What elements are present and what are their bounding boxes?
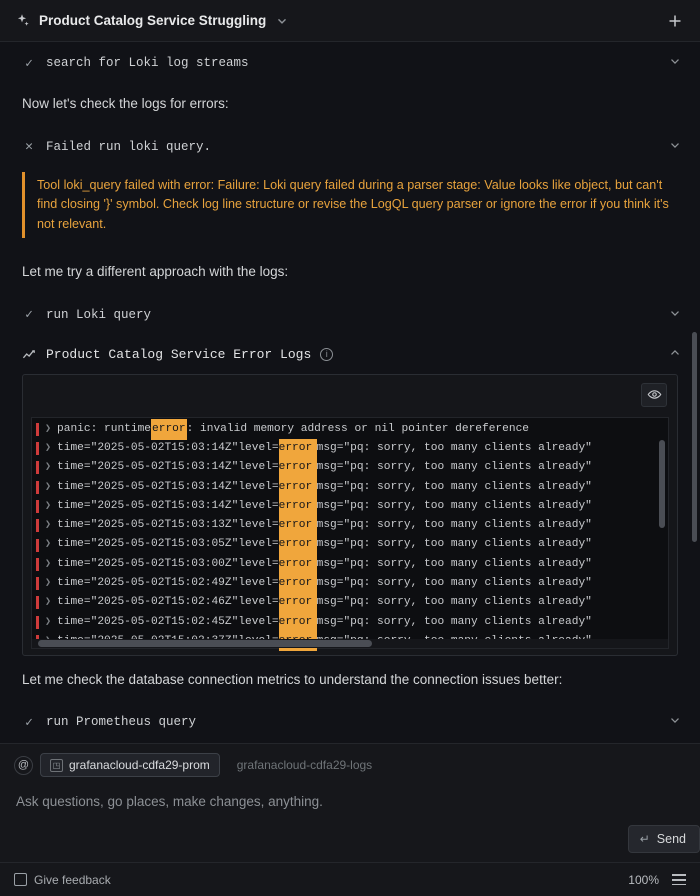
severity-bar: [36, 481, 39, 494]
log-horizontal-scrollbar-track[interactable]: [32, 639, 668, 648]
assistant-paragraph-2: Let me try a different approach with the logs:: [22, 264, 289, 280]
check-icon: ✓: [25, 714, 33, 730]
severity-bar: [36, 539, 39, 552]
log-level-label: level=: [238, 441, 279, 454]
zoom-level[interactable]: 100%: [628, 872, 659, 887]
expand-arrow-icon[interactable]: ❯: [45, 462, 52, 474]
log-time: time="2025-05-02T15:03:05Z": [57, 538, 239, 551]
eye-icon[interactable]: [641, 383, 667, 407]
database-icon: ◳: [50, 759, 63, 772]
expand-arrow-icon[interactable]: ❯: [45, 539, 52, 551]
log-line: [32, 439, 668, 458]
step-label: search for Loki log streams: [46, 56, 249, 70]
chevron-down-icon[interactable]: [668, 54, 682, 72]
log-message: msg="pq: sorry, too many clients already": [316, 615, 592, 628]
error-callout: [22, 172, 678, 239]
log-level-label: level=: [238, 538, 279, 551]
check-icon: ✓: [25, 55, 33, 71]
step-failed-loki-query[interactable]: [16, 126, 684, 168]
scrollbar-thumb[interactable]: [692, 332, 697, 542]
expand-arrow-icon[interactable]: ❯: [45, 442, 52, 454]
enter-key-icon: ↵: [639, 832, 650, 847]
step-label: Failed run loki query.: [46, 139, 212, 154]
chip-label: grafanacloud-cdfa29-logs: [236, 758, 373, 773]
step-label: run Prometheus query: [46, 715, 197, 730]
expand-arrow-icon[interactable]: ❯: [45, 520, 52, 532]
log-message: msg="pq: sorry, too many clients already": [316, 480, 592, 493]
log-text-suffix: : invalid memory address or nil pointer dereference: [186, 422, 530, 435]
expand-arrow-icon[interactable]: ❯: [45, 500, 52, 512]
window-header: [0, 0, 700, 42]
log-message: msg="pq: sorry, too many clients already": [316, 519, 592, 532]
chevron-down-icon[interactable]: [668, 306, 682, 324]
log-horizontal-scrollbar[interactable]: [38, 640, 372, 647]
log-level-label: level=: [238, 519, 279, 532]
log-message: msg="pq: sorry, too many clients already": [316, 596, 592, 609]
datasource-chip-prom[interactable]: [40, 753, 220, 777]
log-line: [32, 420, 668, 439]
message-input[interactable]: Ask questions, go places, make changes, anything.: [16, 794, 323, 810]
log-message: msg="pq: sorry, too many clients already": [316, 557, 592, 570]
hamburger-icon[interactable]: [672, 874, 686, 885]
composer: [0, 743, 700, 862]
log-time: time="2025-05-02T15:03:14Z": [57, 499, 239, 512]
severity-bar: [36, 461, 39, 474]
severity-bar: [36, 442, 39, 455]
log-level: error: [279, 439, 317, 458]
step-run-prometheus-query[interactable]: [16, 701, 684, 743]
sparkle-icon: [14, 13, 30, 29]
log-level-label: level=: [238, 577, 279, 590]
datasource-chip-logs[interactable]: [227, 753, 382, 777]
log-line: [32, 535, 668, 554]
step-search-loki-streams[interactable]: [16, 42, 684, 84]
chevron-down-icon[interactable]: [668, 138, 682, 156]
log-time: time="2025-05-02T15:03:13Z": [57, 519, 239, 532]
log-text-prefix: panic: runtime: [57, 422, 152, 435]
chevron-down-icon[interactable]: [275, 14, 289, 28]
log-time: time="2025-05-02T15:03:14Z": [57, 480, 239, 493]
severity-bar: [36, 596, 39, 609]
datasource-chips: [14, 753, 686, 777]
log-level-label: level=: [238, 499, 279, 512]
log-highlight: error: [151, 419, 187, 440]
log-level: error: [279, 535, 317, 554]
log-time: time="2025-05-02T15:03:00Z": [57, 557, 239, 570]
speech-bubble-icon: [14, 873, 27, 886]
log-level-label: level=: [238, 557, 279, 570]
chevron-down-icon[interactable]: [668, 713, 682, 731]
log-time: time="2025-05-02T15:03:14Z": [57, 441, 239, 454]
log-line: [32, 516, 668, 535]
log-lines: [32, 418, 668, 652]
log-viewer[interactable]: [31, 417, 669, 649]
page-title: Product Catalog Service Struggling: [39, 13, 267, 28]
expand-arrow-icon[interactable]: ❯: [45, 616, 52, 628]
check-icon: ✓: [25, 307, 33, 323]
log-level: error: [279, 574, 317, 593]
log-message: msg="pq: sorry, too many clients already": [316, 441, 592, 454]
log-level: error: [279, 555, 317, 574]
severity-bar: [36, 423, 39, 436]
log-line: [32, 613, 668, 632]
log-time: time="2025-05-02T15:02:49Z": [57, 577, 239, 590]
log-time: time="2025-05-02T15:03:14Z": [57, 461, 239, 474]
status-bar-right: [628, 873, 686, 887]
expand-arrow-icon[interactable]: ❯: [45, 558, 52, 570]
log-line: [32, 574, 668, 593]
expand-arrow-icon[interactable]: ❯: [45, 423, 52, 435]
log-level: error: [279, 593, 317, 612]
log-level-label: level=: [238, 480, 279, 493]
log-level: error: [279, 458, 317, 477]
severity-bar: [36, 616, 39, 629]
step-label: run Loki query: [46, 307, 152, 322]
close-icon: ✕: [25, 139, 33, 155]
severity-bar: [36, 577, 39, 590]
expand-arrow-icon[interactable]: ❯: [45, 481, 52, 493]
assistant-paragraph-1: Now let's check the logs for errors:: [22, 96, 229, 111]
log-line: [32, 497, 668, 516]
log-line: [32, 593, 668, 612]
log-level: error: [279, 497, 317, 516]
log-level-label: level=: [238, 596, 279, 609]
severity-bar: [36, 500, 39, 513]
log-line: [32, 478, 668, 497]
send-label: Send: [656, 832, 686, 847]
chart-line-icon: [22, 347, 37, 362]
log-message: msg="pq: sorry, too many clients already": [316, 538, 592, 551]
log-message: msg="pq: sorry, too many clients already": [316, 499, 592, 512]
logs-panel: [22, 374, 678, 656]
log-level-label: level=: [238, 461, 279, 474]
chip-label: grafanacloud-cdfa29-prom: [69, 758, 210, 773]
expand-arrow-icon[interactable]: ❯: [45, 597, 52, 609]
send-button[interactable]: [628, 825, 700, 853]
feedback-label: Give feedback: [34, 872, 111, 887]
log-line: [32, 458, 668, 477]
log-time: time="2025-05-02T15:02:46Z": [57, 596, 239, 609]
header-left: [14, 13, 664, 29]
logs-panel-title: Product Catalog Service Error Logs: [46, 347, 312, 363]
log-vertical-scrollbar[interactable]: [659, 440, 665, 528]
log-level-label: level=: [238, 615, 279, 628]
assistant-paragraph-3: Let me check the database connection metrics to understand the connection issues better:: [22, 671, 563, 687]
give-feedback-button[interactable]: [14, 873, 111, 887]
error-callout-text: Tool loki_query failed with error: Failure: Loki query failed during a parser stage: Value looks like object, but can't find closing '}' symbol. Check log line structure or revise the LogQL query parser or ignore the error if you think it's not relevant.: [37, 177, 669, 231]
at-icon[interactable]: @: [14, 756, 33, 775]
log-level: error: [279, 613, 317, 632]
step-run-loki-query[interactable]: [16, 294, 684, 336]
severity-bar: [36, 558, 39, 571]
log-message: msg="pq: sorry, too many clients already": [316, 577, 592, 590]
expand-arrow-icon[interactable]: ❯: [45, 578, 52, 590]
log-message: msg="pq: sorry, too many clients already": [316, 461, 592, 474]
log-time: time="2025-05-02T15:02:45Z": [57, 615, 239, 628]
log-level: error: [279, 478, 317, 497]
new-chat-button[interactable]: [664, 10, 686, 32]
log-level: error: [279, 516, 317, 535]
chevron-up-icon[interactable]: [668, 346, 682, 364]
status-bar: [0, 862, 700, 896]
send-row: [14, 809, 686, 862]
severity-bar: [36, 519, 39, 532]
log-line: [32, 555, 668, 574]
logs-panel-header[interactable]: [16, 336, 684, 374]
conversation-scroll[interactable]: [0, 42, 700, 743]
info-icon[interactable]: i: [320, 348, 333, 361]
